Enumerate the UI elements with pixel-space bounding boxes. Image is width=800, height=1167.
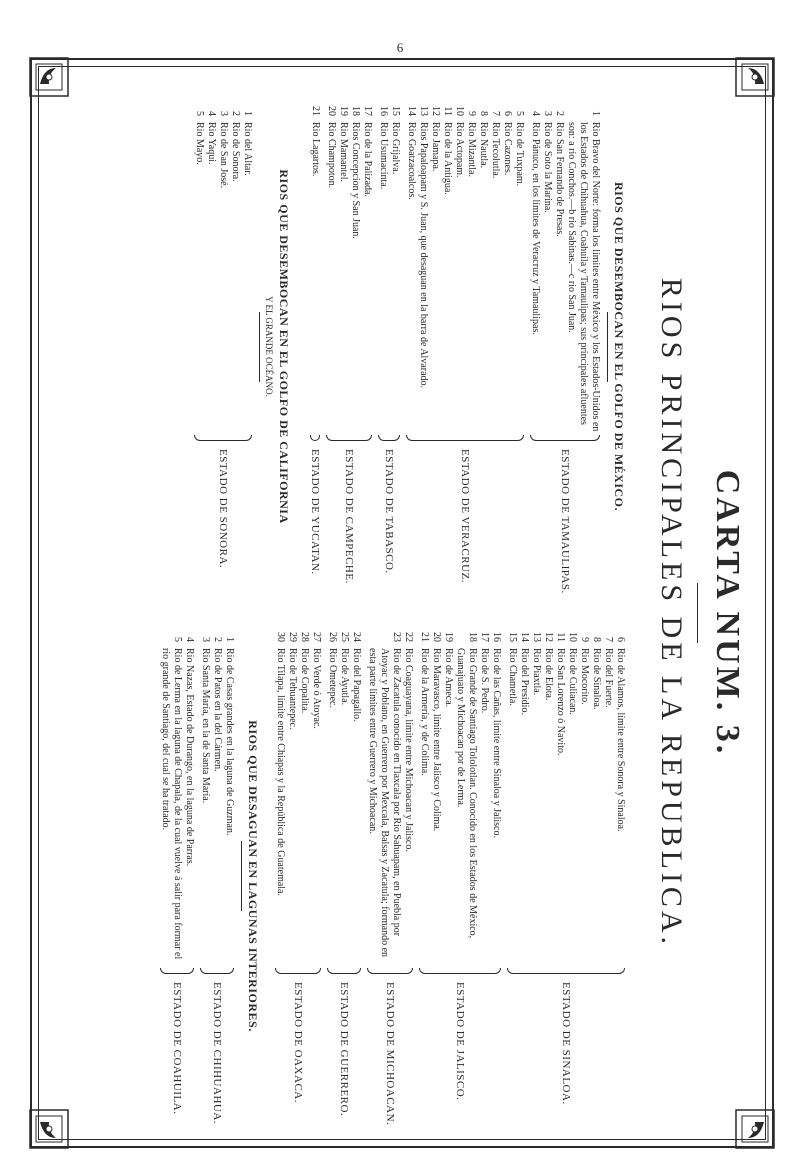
river-name: Rio de Sonora. (230, 122, 241, 182)
river-name: Rio San Fernando de Presas. (554, 122, 565, 237)
river-item (405, 94, 417, 433)
brace-icon (309, 433, 321, 443)
river-item (506, 620, 518, 966)
river-item (578, 620, 590, 966)
river-number: 2 (212, 637, 223, 642)
river-item (478, 620, 490, 966)
brace-icon (418, 966, 502, 976)
river-item (465, 94, 477, 433)
river-item (566, 620, 578, 966)
river-item (217, 94, 229, 433)
river-number: 1 (242, 111, 253, 116)
river-name: Rio de Zacatula conocido en Tlaxcala por Rio Sahuapam, en Puebla por Atoyac y Poblano, en Guerrero por Mexcala, Balsas y Zacatula; formando en esta parte límites entre Guerrero y Michoacan. (367, 648, 402, 958)
river-list (159, 620, 195, 966)
river-item (489, 94, 501, 433)
carta-number: CARTA NUM. 3. (709, 469, 746, 757)
river-item (199, 620, 211, 966)
river-name: Rio Grande de Santiago Tololotlan. Conocido en los Estados de México, Guanajuato y Michoacan por de Lerma. (455, 648, 478, 939)
river-name: Rio de Lerma en la laguna de Chapala, de la cual vuelve á salir para formar el rio grande de Santiago, del cual se ha tratado. (160, 648, 183, 960)
state-group (274, 620, 322, 1132)
state-label: ESTADO DE GUERRERO. (338, 982, 350, 1117)
river-item (430, 620, 442, 966)
state-group (326, 620, 362, 1132)
state-label: ESTADO DE TAMAULIPAS. (559, 449, 571, 594)
section-divider (241, 841, 242, 911)
river-item (310, 620, 322, 966)
river-name: Rio de Copalita. (299, 648, 310, 714)
river-number: 7 (490, 111, 501, 116)
river-name: Rio del Fuerte. (603, 648, 614, 708)
river-number: 3 (218, 111, 229, 116)
river-name: Rio Chametla. (507, 648, 518, 706)
river-name: Rio de la Antigua. (442, 122, 453, 195)
river-list (193, 94, 253, 433)
state-group (366, 620, 414, 1132)
river-number: 6 (615, 637, 626, 642)
river-number: 3 (542, 111, 553, 116)
river-name: Rio de San José. (218, 122, 229, 189)
river-number: 18 (350, 106, 361, 116)
river-number: 5 (514, 111, 525, 116)
river-item (417, 94, 429, 433)
river-number: 23 (391, 632, 402, 642)
river-number: 13 (418, 106, 429, 116)
river-number: 9 (466, 111, 477, 116)
river-list (274, 620, 322, 966)
right-column (155, 620, 626, 1132)
river-item (366, 620, 402, 966)
river-name: Rio de Soto la Marina. (542, 122, 553, 213)
river-item (286, 620, 298, 966)
river-item (241, 94, 253, 433)
river-list (325, 94, 373, 433)
river-name: Rio de Patos en la del Cármen. (212, 648, 223, 772)
river-number: 15 (507, 632, 518, 642)
river-number: 19 (443, 632, 454, 642)
river-number: 4 (530, 111, 541, 116)
river-number: 5 (194, 111, 205, 116)
river-item (350, 620, 362, 966)
river-number: 5 (172, 637, 183, 642)
river-name: Rio Coaguayana, límite entre Michoacan y Jalisco. (403, 648, 414, 852)
river-number: 17 (479, 632, 490, 642)
river-name: Rio Champoton. (326, 122, 337, 189)
river-name: Rio de Casas grandes en la laguna de Guzman. (224, 648, 235, 836)
river-name: Rio de Tuxpam. (514, 122, 525, 187)
river-item (298, 620, 310, 966)
river-name: Rios Papaloapam y S. Juan, que desaguan en la barra de Alvarado. (418, 122, 429, 389)
river-list (377, 94, 401, 433)
river-name: Rio del Altar. (242, 122, 253, 176)
river-item (442, 620, 454, 966)
river-item (477, 94, 489, 433)
river-number: 12 (430, 106, 441, 116)
river-item (309, 94, 321, 433)
river-item (349, 94, 361, 433)
state-label: ESTADO DE COAHUILA. (171, 982, 183, 1115)
state-label: ESTADO DE SINALOA. (560, 982, 572, 1105)
state-group (159, 620, 195, 1132)
page-number: 6 (396, 40, 404, 55)
river-number: 3 (200, 637, 211, 642)
state-label: ESTADO DE VERACRUZ. (459, 449, 471, 584)
section-divider (259, 312, 260, 382)
river-name: Rio de las Cañas, límite entre Sinaloa y Jalisco. (491, 648, 502, 838)
river-name: Rio del Presidio. (519, 648, 530, 715)
river-name: Rio Mayo. (194, 122, 205, 165)
river-name: Rio Jamapa. (430, 122, 441, 172)
river-number: 2 (230, 111, 241, 116)
river-name: Rio de S. Pedro. (479, 648, 490, 714)
river-name: Rio del Papagallo. (351, 648, 362, 722)
river-name: Rio Goatzacoalcos. (406, 122, 417, 200)
river-list (309, 94, 321, 433)
river-name: Rio Tilapa, límite entre Chiapas y la República de Guatemala. (275, 648, 286, 896)
river-number: 16 (491, 632, 502, 642)
state-label: ESTADO DE MICHOACAN. (384, 982, 396, 1126)
brace-icon (529, 433, 601, 443)
brace-icon (274, 966, 322, 976)
title-block (636, 88, 746, 1138)
state-label: ESTADO DE JALISCO. (454, 982, 466, 1101)
river-number: 4 (206, 111, 217, 116)
state-label: ESTADO DE OAXACA. (292, 982, 304, 1103)
river-item (326, 620, 338, 966)
state-group (193, 94, 253, 599)
state-label: ESTADO DE CAMPECHE. (343, 449, 355, 584)
river-list (405, 94, 525, 433)
river-item (602, 620, 614, 966)
river-item (541, 94, 553, 433)
river-item (337, 94, 349, 433)
section-subheading: Y EL GRANDE OCÉANO. (264, 296, 274, 397)
river-name: Rio Mizantla. (466, 122, 477, 177)
river-number: 21 (310, 106, 321, 116)
river-number: 10 (454, 106, 465, 116)
river-item (205, 94, 217, 433)
state-group (325, 94, 373, 599)
river-name: Rio Pánuco, en los límites de Veracruz y Tamaulipas. (530, 122, 541, 335)
brace-icon (377, 433, 401, 443)
river-name: Rio Mocorito. (579, 648, 590, 705)
river-number: 22 (403, 632, 414, 642)
river-name: Rio Bravo del Norte: forma los límites entre México y los Estados-Unidos en los Estados de Chihuahua, Coahuila y Tamaulipas; sus principales afluentes son: a rio Conchos.—b rio Sabinas.—c rio San Juan. (566, 122, 601, 432)
river-number: 7 (603, 637, 614, 642)
state-label: ESTADO DE YUCATAN. (309, 449, 321, 575)
section-heading-gulf-california: RIOS QUE DESEMBOCAN EN EL GOLFO DE CALIFORNIA (277, 169, 291, 524)
river-name: Rio San Lorenzo ó Navito. (555, 648, 566, 756)
river-item (441, 94, 453, 433)
river-name: Rio Nazas, Estado de Durango, en la laguna de Parras. (184, 648, 195, 867)
river-number: 11 (442, 106, 453, 116)
river-name: Rios Concepcion y San Juan. (350, 122, 361, 239)
river-number: 20 (326, 106, 337, 116)
river-number: 8 (478, 111, 489, 116)
river-name: Rio Santa María, en la de Santa María. (200, 648, 211, 804)
river-name: Rio de Elota. (543, 648, 554, 701)
river-item (554, 620, 566, 966)
river-list (366, 620, 414, 966)
river-name: Rio Usumacinta. (378, 122, 389, 190)
river-number: 26 (327, 632, 338, 642)
brace-icon (405, 433, 525, 443)
river-number: 27 (311, 632, 322, 642)
river-name: Rio de Ameca. (443, 648, 454, 708)
river-number: 13 (531, 632, 542, 642)
river-name: Rio Cazones. (502, 122, 513, 176)
river-item (159, 620, 183, 966)
river-number: 10 (567, 632, 578, 642)
river-item (377, 94, 389, 433)
left-column (189, 94, 626, 599)
river-item (338, 620, 350, 966)
brace-icon (159, 966, 195, 976)
river-item (274, 620, 286, 966)
river-name: Rio de Alamos, límite entre Sonora y Sinaloa. (615, 648, 626, 832)
river-item (518, 620, 530, 966)
river-number: 21 (419, 632, 430, 642)
state-group (309, 94, 321, 599)
river-number: 1 (224, 637, 235, 642)
title-divider (697, 583, 698, 643)
river-number: 12 (543, 632, 554, 642)
river-name: Rio de Tehuantepec. (287, 648, 298, 730)
brace-icon (366, 966, 414, 976)
river-list (506, 620, 626, 966)
state-group (506, 620, 626, 1132)
river-name: Rio Tecolutla. (490, 122, 501, 179)
river-item (614, 620, 626, 966)
river-number: 17 (362, 106, 373, 116)
river-number: 2 (554, 111, 565, 116)
river-item (211, 620, 223, 966)
river-number: 14 (519, 632, 530, 642)
river-item (402, 620, 414, 966)
river-item (453, 94, 465, 433)
river-name: Rio de Culiacan. (567, 648, 578, 715)
page-title: RIOS PRINCIPALES DE LA REPUBLICA. (655, 277, 688, 949)
river-number: 4 (184, 637, 195, 642)
river-list (418, 620, 502, 966)
brace-icon (193, 433, 253, 443)
rotated-content (46, 88, 746, 1138)
river-number: 11 (555, 632, 566, 642)
brace-icon (506, 966, 626, 976)
river-item (429, 94, 441, 433)
river-item (501, 94, 513, 433)
river-number: 29 (287, 632, 298, 642)
river-number: 20 (431, 632, 442, 642)
river-name: Rio Actopam. (454, 122, 465, 178)
river-item (490, 620, 502, 966)
river-number: 18 (467, 632, 478, 642)
river-number: 15 (390, 106, 401, 116)
state-group (529, 94, 601, 599)
river-item (361, 94, 373, 433)
river-number: 1 (590, 111, 601, 116)
river-name: Rio Grijalva. (390, 122, 401, 175)
section-divider (607, 312, 608, 382)
brace-icon (326, 966, 362, 976)
river-name: Rio Yaqui. (206, 122, 217, 165)
river-item (529, 94, 541, 433)
river-number: 8 (591, 637, 602, 642)
state-label: ESTADO DE CHIHUAHUA. (211, 982, 223, 1125)
river-name: Rio de la Palizada. (362, 122, 373, 197)
river-name: Rio Mamantel. (338, 122, 349, 182)
river-item (389, 94, 401, 433)
river-number: 25 (339, 632, 350, 642)
river-number: 19 (338, 106, 349, 116)
state-group (418, 620, 502, 1132)
river-item (553, 94, 565, 433)
river-number: 6 (502, 111, 513, 116)
state-label: ESTADO DE SONORA. (217, 449, 229, 569)
river-name: Rio Verde ó Atoyac. (311, 648, 322, 729)
river-item (325, 94, 337, 433)
state-group (199, 620, 235, 1132)
river-number: 28 (299, 632, 310, 642)
section-heading-gulf-mexico: RIOS QUE DESEMBOCAN EN EL GOLFO DE MÉXICO. (612, 181, 626, 512)
state-group (405, 94, 525, 599)
river-item (542, 620, 554, 966)
river-item (590, 620, 602, 966)
river-item (229, 94, 241, 433)
section-heading-interior: RIOS QUE DESAGUAN EN LAGUNAS INTERIORES. (246, 720, 260, 1032)
river-item (193, 94, 205, 433)
river-name: Rio Lagartos. (310, 122, 321, 177)
state-label: ESTADO DE TABASCO. (383, 449, 395, 574)
river-item (454, 620, 478, 966)
river-list (199, 620, 235, 966)
state-group (377, 94, 401, 599)
river-item (418, 620, 430, 966)
river-item (223, 620, 235, 966)
river-item (513, 94, 525, 433)
river-number: 30 (275, 632, 286, 642)
river-name: Rio Piaxtla. (531, 648, 542, 696)
river-list (326, 620, 362, 966)
river-name: Rio Maravasco, límite entre Jalisco y Colima. (431, 648, 442, 832)
river-item (530, 620, 542, 966)
river-number: 14 (406, 106, 417, 116)
river-number: 16 (378, 106, 389, 116)
river-name: Rio Nautla. (478, 122, 489, 169)
brace-icon (325, 433, 373, 443)
river-name: Rio de la Armería, y de Colima. (419, 648, 430, 776)
river-item (183, 620, 195, 966)
river-number: 9 (579, 637, 590, 642)
river-name: Rio de Sinaloa. (591, 648, 602, 710)
river-name: Rio Ometepec. (327, 648, 338, 708)
river-item (565, 94, 601, 433)
river-name: Rio de Ayutla. (339, 648, 350, 706)
river-list (529, 94, 601, 433)
river-number: 24 (351, 632, 362, 642)
brace-icon (199, 966, 235, 976)
